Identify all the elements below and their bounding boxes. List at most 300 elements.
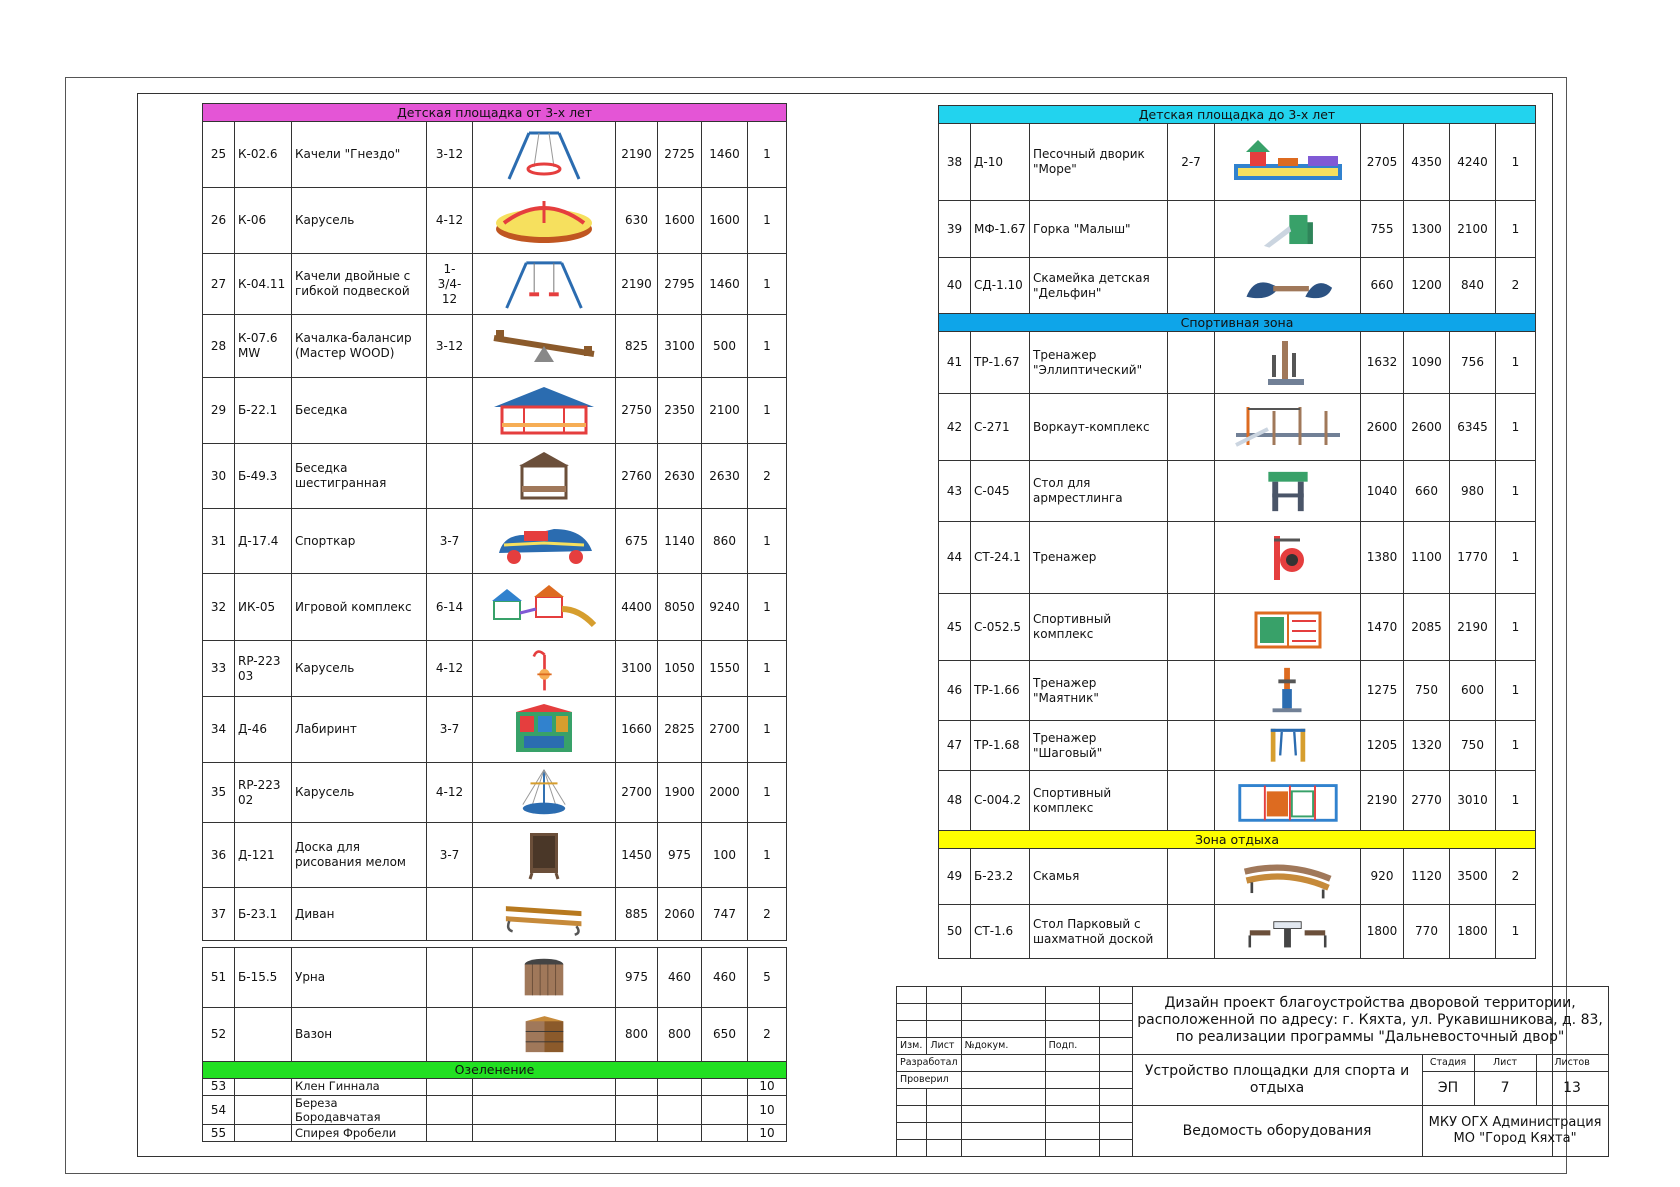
row-number: 39	[939, 201, 971, 258]
age-range: 3-12	[427, 122, 473, 188]
item-code: Б-23.2	[971, 849, 1030, 905]
section-header-rest-zone: Зона отдыха	[939, 831, 1536, 849]
quantity: 1	[748, 697, 787, 763]
equipment-row	[939, 905, 1536, 959]
equipment-row	[939, 771, 1536, 831]
item-code: Д-17.4	[235, 509, 292, 574]
length-mm: 1320	[1404, 721, 1450, 771]
quantity: 1	[748, 641, 787, 697]
length-mm: 2350	[658, 378, 702, 444]
length-mm: 2825	[658, 697, 702, 763]
row-number: 30	[203, 444, 235, 509]
width-mm: 2630	[702, 444, 748, 509]
equipment-row	[939, 332, 1536, 394]
quantity: 2	[748, 1008, 787, 1062]
stamp-ndoc-label: №докум.	[961, 1038, 1045, 1055]
slide-icon	[1215, 201, 1361, 258]
title-block-stamp	[896, 986, 1609, 1157]
length-mm: 660	[1404, 461, 1450, 522]
height-mm: 2750	[616, 378, 658, 444]
item-code: К-04.11	[235, 254, 292, 315]
quantity: 1	[1496, 394, 1536, 461]
length-mm: 770	[1404, 905, 1450, 959]
play-complex-icon	[473, 574, 616, 641]
quantity: 1	[1496, 721, 1536, 771]
item-code: Д-121	[235, 823, 292, 888]
width-mm: 3500	[1450, 849, 1496, 905]
spinner-icon	[473, 641, 616, 697]
width-mm: 650	[702, 1008, 748, 1062]
section-header-sport-zone: Спортивная зона	[939, 314, 1536, 332]
age-range: 1- 3/4- 12	[427, 254, 473, 315]
width-mm: 1770	[1450, 522, 1496, 594]
item-name: Тренажер	[1030, 522, 1168, 594]
row-number: 48	[939, 771, 971, 831]
height-mm: 1470	[1361, 594, 1404, 661]
height-mm: 1380	[1361, 522, 1404, 594]
quantity: 1	[748, 574, 787, 641]
row-number: 46	[939, 661, 971, 721]
row-number: 36	[203, 823, 235, 888]
sport-complex-icon	[1215, 594, 1361, 661]
item-code: С-271	[971, 394, 1030, 461]
section-header-kids-3plus: Детская площадка от 3-х лет	[203, 104, 787, 122]
height-mm: 1450	[616, 823, 658, 888]
park-sofa-icon	[473, 888, 616, 941]
row-number: 52	[203, 1008, 235, 1062]
row-number: 28	[203, 315, 235, 378]
stamp-checked-by-label: Проверил	[897, 1072, 962, 1089]
age-range	[1168, 594, 1215, 661]
item-code: RP-223 02	[235, 763, 292, 823]
length-mm: 1050	[658, 641, 702, 697]
row-number: 51	[203, 948, 235, 1008]
row-number: 40	[939, 258, 971, 314]
equipment-row	[939, 522, 1536, 594]
row-number: 45	[939, 594, 971, 661]
quantity: 2	[748, 888, 787, 941]
row-number: 31	[203, 509, 235, 574]
height-mm: 1275	[1361, 661, 1404, 721]
item-name: Тренажер "Маятник"	[1030, 661, 1168, 721]
width-mm: 100	[702, 823, 748, 888]
age-range: 4-12	[427, 763, 473, 823]
age-range	[427, 948, 473, 1008]
row-number: 47	[939, 721, 971, 771]
width-mm: 1600	[702, 188, 748, 254]
stamp-sheet-value: 7	[1474, 1072, 1536, 1106]
width-mm: 747	[702, 888, 748, 941]
item-code: Д-46	[235, 697, 292, 763]
equipment-row	[203, 574, 787, 641]
sheet-title: Ведомость оборудования	[1132, 1106, 1422, 1157]
item-name: Беседка	[292, 378, 427, 444]
stamp-stage-label: Стадия	[1422, 1055, 1474, 1072]
height-mm: 885	[616, 888, 658, 941]
item-code: ТР-1.68	[971, 721, 1030, 771]
width-mm: 6345	[1450, 394, 1496, 461]
trainer-icon	[1215, 522, 1361, 594]
item-name: Спорткар	[292, 509, 427, 574]
equipment-row	[939, 258, 1536, 314]
length-mm: 2600	[1404, 394, 1450, 461]
width-mm: 2190	[1450, 594, 1496, 661]
row-number: 29	[203, 378, 235, 444]
item-code: Б-23.1	[235, 888, 292, 941]
quantity: 1	[1496, 594, 1536, 661]
item-name: Тренажер "Эллиптический"	[1030, 332, 1168, 394]
age-range	[1168, 771, 1215, 831]
age-range: 4-12	[427, 641, 473, 697]
age-range: 3-7	[427, 823, 473, 888]
width-mm: 756	[1450, 332, 1496, 394]
quantity: 1	[1496, 461, 1536, 522]
item-name: Качалка-балансир (Мастер WOOD)	[292, 315, 427, 378]
width-mm: 4240	[1450, 124, 1496, 201]
item-code: Б-15.5	[235, 948, 292, 1008]
width-mm: 2700	[702, 697, 748, 763]
item-name: Качели двойные с гибкой подвеской	[292, 254, 427, 315]
equipment-row	[939, 661, 1536, 721]
quantity: 1	[748, 254, 787, 315]
item-name: Тренажер "Шаговый"	[1030, 721, 1168, 771]
row-number: 38	[939, 124, 971, 201]
section-header-kids-under3: Детская площадка до 3-х лет	[939, 106, 1536, 124]
equipment-row	[203, 122, 787, 188]
height-mm: 675	[616, 509, 658, 574]
length-mm: 460	[658, 948, 702, 1008]
quantity: 1	[1496, 124, 1536, 201]
equipment-row	[203, 378, 787, 444]
item-code	[235, 1008, 292, 1062]
equipment-row	[939, 594, 1536, 661]
row-number: 25	[203, 122, 235, 188]
quantity: 1	[748, 315, 787, 378]
equipment-row	[203, 254, 787, 315]
equipment-row	[939, 721, 1536, 771]
equipment-row	[939, 394, 1536, 461]
height-mm: 755	[1361, 201, 1404, 258]
height-mm: 2760	[616, 444, 658, 509]
height-mm: 975	[616, 948, 658, 1008]
height-mm: 800	[616, 1008, 658, 1062]
item-code: СТ-24.1	[971, 522, 1030, 594]
sport-car-icon	[473, 509, 616, 574]
greenery-row	[203, 1125, 787, 1142]
greenery-row	[203, 1095, 787, 1125]
equipment-row	[203, 763, 787, 823]
row-number: 27	[203, 254, 235, 315]
carousel-icon	[473, 188, 616, 254]
age-range	[1168, 905, 1215, 959]
equipment-row	[203, 641, 787, 697]
length-mm: 2060	[658, 888, 702, 941]
height-mm: 2700	[616, 763, 658, 823]
planter-icon	[473, 1008, 616, 1062]
quantity: 10	[748, 1078, 787, 1095]
width-mm: 2000	[702, 763, 748, 823]
item-code: ТР-1.67	[971, 332, 1030, 394]
height-mm: 2190	[616, 122, 658, 188]
item-code: СТ-1.6	[971, 905, 1030, 959]
pendulum-trainer-icon	[1215, 661, 1361, 721]
width-mm: 860	[702, 509, 748, 574]
length-mm: 1600	[658, 188, 702, 254]
item-name: Качели "Гнездо"	[292, 122, 427, 188]
equipment-row	[203, 948, 787, 1008]
width-mm: 1460	[702, 122, 748, 188]
item-name: Урна	[292, 948, 427, 1008]
row-number: 32	[203, 574, 235, 641]
row-number: 33	[203, 641, 235, 697]
row-number: 53	[203, 1078, 235, 1095]
height-mm: 660	[1361, 258, 1404, 314]
length-mm: 1090	[1404, 332, 1450, 394]
stamp-sheet-label: Лист	[1474, 1055, 1536, 1072]
row-number: 35	[203, 763, 235, 823]
quantity: 2	[1496, 849, 1536, 905]
stamp-sheets-total-label: Листов	[1536, 1055, 1608, 1072]
age-range	[1168, 661, 1215, 721]
height-mm: 920	[1361, 849, 1404, 905]
item-code: Д-10	[971, 124, 1030, 201]
row-number: 26	[203, 188, 235, 254]
length-mm: 750	[1404, 661, 1450, 721]
length-mm: 975	[658, 823, 702, 888]
item-name: Скамейка детская "Дельфин"	[1030, 258, 1168, 314]
height-mm: 2190	[1361, 771, 1404, 831]
item-name: Песочный дворик "Море"	[1030, 124, 1168, 201]
equipment-row	[203, 1008, 787, 1062]
equipment-row	[939, 849, 1536, 905]
age-range: 6-14	[427, 574, 473, 641]
seesaw-icon	[473, 315, 616, 378]
step-trainer-icon	[1215, 721, 1361, 771]
organization-name: МКУ ОГХ Администрация МО "Город Кяхта"	[1422, 1106, 1608, 1157]
quantity: 2	[748, 444, 787, 509]
height-mm: 2600	[1361, 394, 1404, 461]
quantity: 5	[748, 948, 787, 1008]
work-title: Устройство площадки для спорта и отдыха	[1132, 1055, 1422, 1106]
item-code: Б-49.3	[235, 444, 292, 509]
length-mm: 1200	[1404, 258, 1450, 314]
height-mm: 1632	[1361, 332, 1404, 394]
length-mm: 1140	[658, 509, 702, 574]
length-mm: 2795	[658, 254, 702, 315]
plant-name: Береза Бородавчатая	[292, 1095, 427, 1125]
row-number: 55	[203, 1125, 235, 1142]
item-code: СД-1.10	[971, 258, 1030, 314]
equipment-row	[939, 201, 1536, 258]
width-mm: 500	[702, 315, 748, 378]
width-mm: 840	[1450, 258, 1496, 314]
equipment-row	[939, 461, 1536, 522]
item-code: С-004.2	[971, 771, 1030, 831]
quantity: 1	[1496, 201, 1536, 258]
age-range	[1168, 332, 1215, 394]
item-code: С-045	[971, 461, 1030, 522]
age-range	[1168, 522, 1215, 594]
item-code: К-07.6 MW	[235, 315, 292, 378]
equipment-row	[203, 697, 787, 763]
item-code: К-06	[235, 188, 292, 254]
width-mm: 1460	[702, 254, 748, 315]
item-name: Стол для армрестлинга	[1030, 461, 1168, 522]
item-name: Игровой комплекс	[292, 574, 427, 641]
length-mm: 1300	[1404, 201, 1450, 258]
item-name: Диван	[292, 888, 427, 941]
quantity: 2	[1496, 258, 1536, 314]
age-range	[427, 1008, 473, 1062]
stamp-izm-label: Изм.	[897, 1038, 927, 1055]
item-name: Карусель	[292, 763, 427, 823]
project-title: Дизайн проект благоустройства дворовой территории, расположенной по адресу: г. Кяхта, ул. Рукавишникова, д. 83, по реализации программы "Дальневосточный двор"	[1132, 987, 1608, 1055]
item-name: Горка "Малыш"	[1030, 201, 1168, 258]
length-mm: 1120	[1404, 849, 1450, 905]
stamp-developed-by-label: Разработал	[897, 1055, 962, 1072]
width-mm: 980	[1450, 461, 1496, 522]
length-mm: 4350	[1404, 124, 1450, 201]
armwrestling-table-icon	[1215, 461, 1361, 522]
item-name: Доска для рисования мелом	[292, 823, 427, 888]
stamp-stage-value: ЭП	[1422, 1072, 1474, 1106]
nest-swing-icon	[473, 122, 616, 188]
width-mm: 1800	[1450, 905, 1496, 959]
equipment-row	[939, 124, 1536, 201]
width-mm: 2100	[702, 378, 748, 444]
stamp-list-col-label: Лист	[927, 1038, 961, 1055]
dolphin-bench-icon	[1215, 258, 1361, 314]
item-name: Стол Парковый с шахматной доской	[1030, 905, 1168, 959]
row-number: 42	[939, 394, 971, 461]
quantity: 1	[748, 188, 787, 254]
quantity: 1	[1496, 522, 1536, 594]
chess-table-icon	[1215, 905, 1361, 959]
plant-name: Спирея Фробели	[292, 1125, 427, 1142]
age-range	[1168, 721, 1215, 771]
length-mm: 1100	[1404, 522, 1450, 594]
age-range	[427, 888, 473, 941]
width-mm: 1550	[702, 641, 748, 697]
curved-bench-icon	[1215, 849, 1361, 905]
item-code: К-02.6	[235, 122, 292, 188]
age-range: 3-7	[427, 509, 473, 574]
item-name: Карусель	[292, 188, 427, 254]
width-mm: 3010	[1450, 771, 1496, 831]
equipment-row	[203, 509, 787, 574]
width-mm: 9240	[702, 574, 748, 641]
length-mm: 2725	[658, 122, 702, 188]
quantity: 1	[748, 378, 787, 444]
elliptical-trainer-icon	[1215, 332, 1361, 394]
age-range	[1168, 849, 1215, 905]
stamp-sheets-total-value: 13	[1536, 1072, 1608, 1106]
item-name: Воркаут-комплекс	[1030, 394, 1168, 461]
row-number: 43	[939, 461, 971, 522]
row-number: 50	[939, 905, 971, 959]
item-code: ТР-1.66	[971, 661, 1030, 721]
quantity: 1	[1496, 905, 1536, 959]
height-mm: 1205	[1361, 721, 1404, 771]
height-mm: 4400	[616, 574, 658, 641]
length-mm: 8050	[658, 574, 702, 641]
item-name: Скамья	[1030, 849, 1168, 905]
rope-carousel-icon	[473, 763, 616, 823]
width-mm: 460	[702, 948, 748, 1008]
length-mm: 1900	[658, 763, 702, 823]
item-code: МФ-1.67	[971, 201, 1030, 258]
section-header-greenery: Озеленение	[203, 1062, 787, 1079]
age-range	[1168, 461, 1215, 522]
equipment-row	[203, 315, 787, 378]
quantity: 10	[748, 1125, 787, 1142]
quantity: 1	[748, 509, 787, 574]
height-mm: 2705	[1361, 124, 1404, 201]
row-number: 44	[939, 522, 971, 594]
length-mm: 2085	[1404, 594, 1450, 661]
item-code: ИК-05	[235, 574, 292, 641]
item-code: RP-223 03	[235, 641, 292, 697]
age-range	[427, 378, 473, 444]
age-range: 4-12	[427, 188, 473, 254]
height-mm: 630	[616, 188, 658, 254]
item-name: Спортивный комплекс	[1030, 771, 1168, 831]
row-number: 34	[203, 697, 235, 763]
height-mm: 825	[616, 315, 658, 378]
labyrinth-icon	[473, 697, 616, 763]
quantity: 1	[748, 122, 787, 188]
width-mm: 600	[1450, 661, 1496, 721]
greenery-row	[203, 1078, 787, 1095]
item-name: Карусель	[292, 641, 427, 697]
item-name: Лабиринт	[292, 697, 427, 763]
sport-complex-2-icon	[1215, 771, 1361, 831]
quantity: 1	[1496, 771, 1536, 831]
width-mm: 750	[1450, 721, 1496, 771]
equipment-row	[203, 444, 787, 509]
item-name: Вазон	[292, 1008, 427, 1062]
height-mm: 1660	[616, 697, 658, 763]
quantity: 1	[748, 763, 787, 823]
equipment-row	[203, 888, 787, 941]
double-swing-icon	[473, 254, 616, 315]
quantity: 10	[748, 1095, 787, 1125]
height-mm: 1800	[1361, 905, 1404, 959]
age-range	[1168, 394, 1215, 461]
stamp-podp-label: Подп.	[1045, 1038, 1099, 1055]
trash-bin-icon	[473, 948, 616, 1008]
age-range: 3-7	[427, 697, 473, 763]
item-code: Б-22.1	[235, 378, 292, 444]
equipment-row	[203, 823, 787, 888]
age-range	[1168, 258, 1215, 314]
plant-name: Клен Гиннала	[292, 1078, 427, 1095]
row-number: 54	[203, 1095, 235, 1125]
quantity: 1	[1496, 661, 1536, 721]
equipment-table-bottom	[202, 947, 787, 1142]
equipment-table-left	[202, 103, 787, 941]
quantity: 1	[1496, 332, 1536, 394]
length-mm: 2630	[658, 444, 702, 509]
row-number: 49	[939, 849, 971, 905]
chalk-board-icon	[473, 823, 616, 888]
age-range	[1168, 201, 1215, 258]
length-mm: 3100	[658, 315, 702, 378]
length-mm: 800	[658, 1008, 702, 1062]
height-mm: 1040	[1361, 461, 1404, 522]
height-mm: 2190	[616, 254, 658, 315]
age-range	[427, 444, 473, 509]
